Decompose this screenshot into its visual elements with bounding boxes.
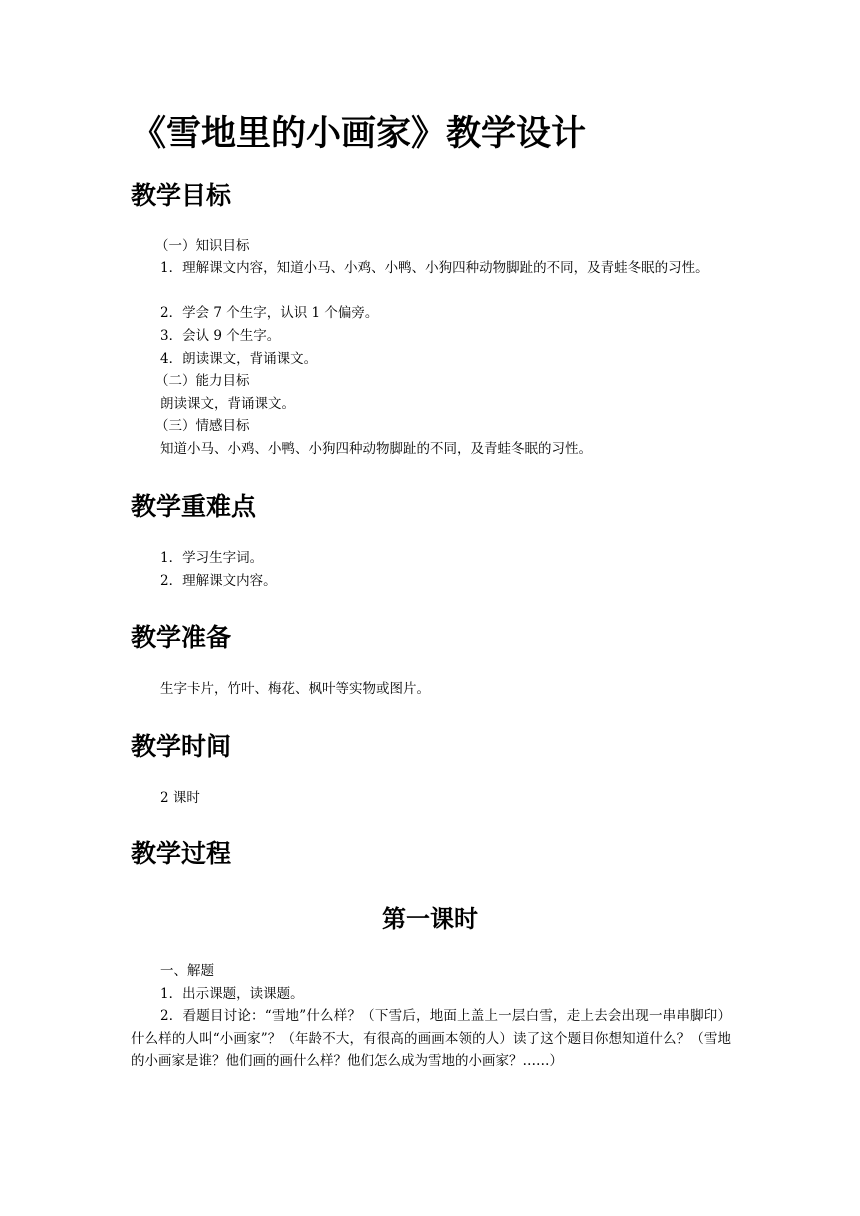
teaching-time-text: 2 课时 xyxy=(160,790,200,806)
heading-teaching-time: 教学时间 xyxy=(131,732,232,761)
ability-goals-heading: （二）能力目标 xyxy=(155,373,250,389)
emotion-goals-heading: （三）情感目标 xyxy=(155,418,250,434)
key-point-1: 1．学习生字词。 xyxy=(160,550,264,566)
process-step-1-2: 2．看题目讨论：“雪地”什么样？（下雪后，地面上盖上一层白雪，走上去会出现一串串脚印）什么样的人叫“小画家”？（年龄不大，有很高的画画本领的人）读了这个题目你想知道什么？（雪地的小画家是谁？他们画的画什么样？他们怎么成为雪地的小画家？……） xyxy=(131,1008,731,1069)
heading-preparation: 教学准备 xyxy=(131,623,232,652)
heading-teaching-goals: 教学目标 xyxy=(131,181,232,210)
preparation-text: 生字卡片，竹叶、梅花、枫叶等实物或图片。 xyxy=(160,681,430,697)
key-point-2: 2．理解课文内容。 xyxy=(160,573,277,589)
process-step-1: 一、解题 xyxy=(160,963,214,979)
process-step-1-1: 1．出示课题，读课题。 xyxy=(160,986,304,1002)
emotion-goals-text: 知道小马、小鸡、小鸭、小狗四种动物脚趾的不同，及青蛙冬眠的习性。 xyxy=(160,441,592,457)
document-title: 《雪地里的小画家》教学设计 xyxy=(131,113,587,154)
knowledge-goal-4: 4．朗读课文，背诵课文。 xyxy=(160,351,318,367)
lesson-1-heading: 第一课时 xyxy=(382,904,478,933)
knowledge-goal-3: 3．会认 9 个生字。 xyxy=(160,328,281,344)
knowledge-goal-2: 2．学会 7 个生字，认识 1 个偏旁。 xyxy=(160,305,379,321)
heading-teaching-process: 教学过程 xyxy=(131,839,232,868)
knowledge-goal-1: 1．理解课文内容，知道小马、小鸡、小鸭、小狗四种动物脚趾的不同，及青蛙冬眠的习性。 xyxy=(160,260,709,276)
knowledge-goals-heading: （一）知识目标 xyxy=(155,238,250,254)
ability-goals-text: 朗读课文，背诵课文。 xyxy=(160,396,295,412)
heading-key-points: 教学重难点 xyxy=(131,492,257,521)
